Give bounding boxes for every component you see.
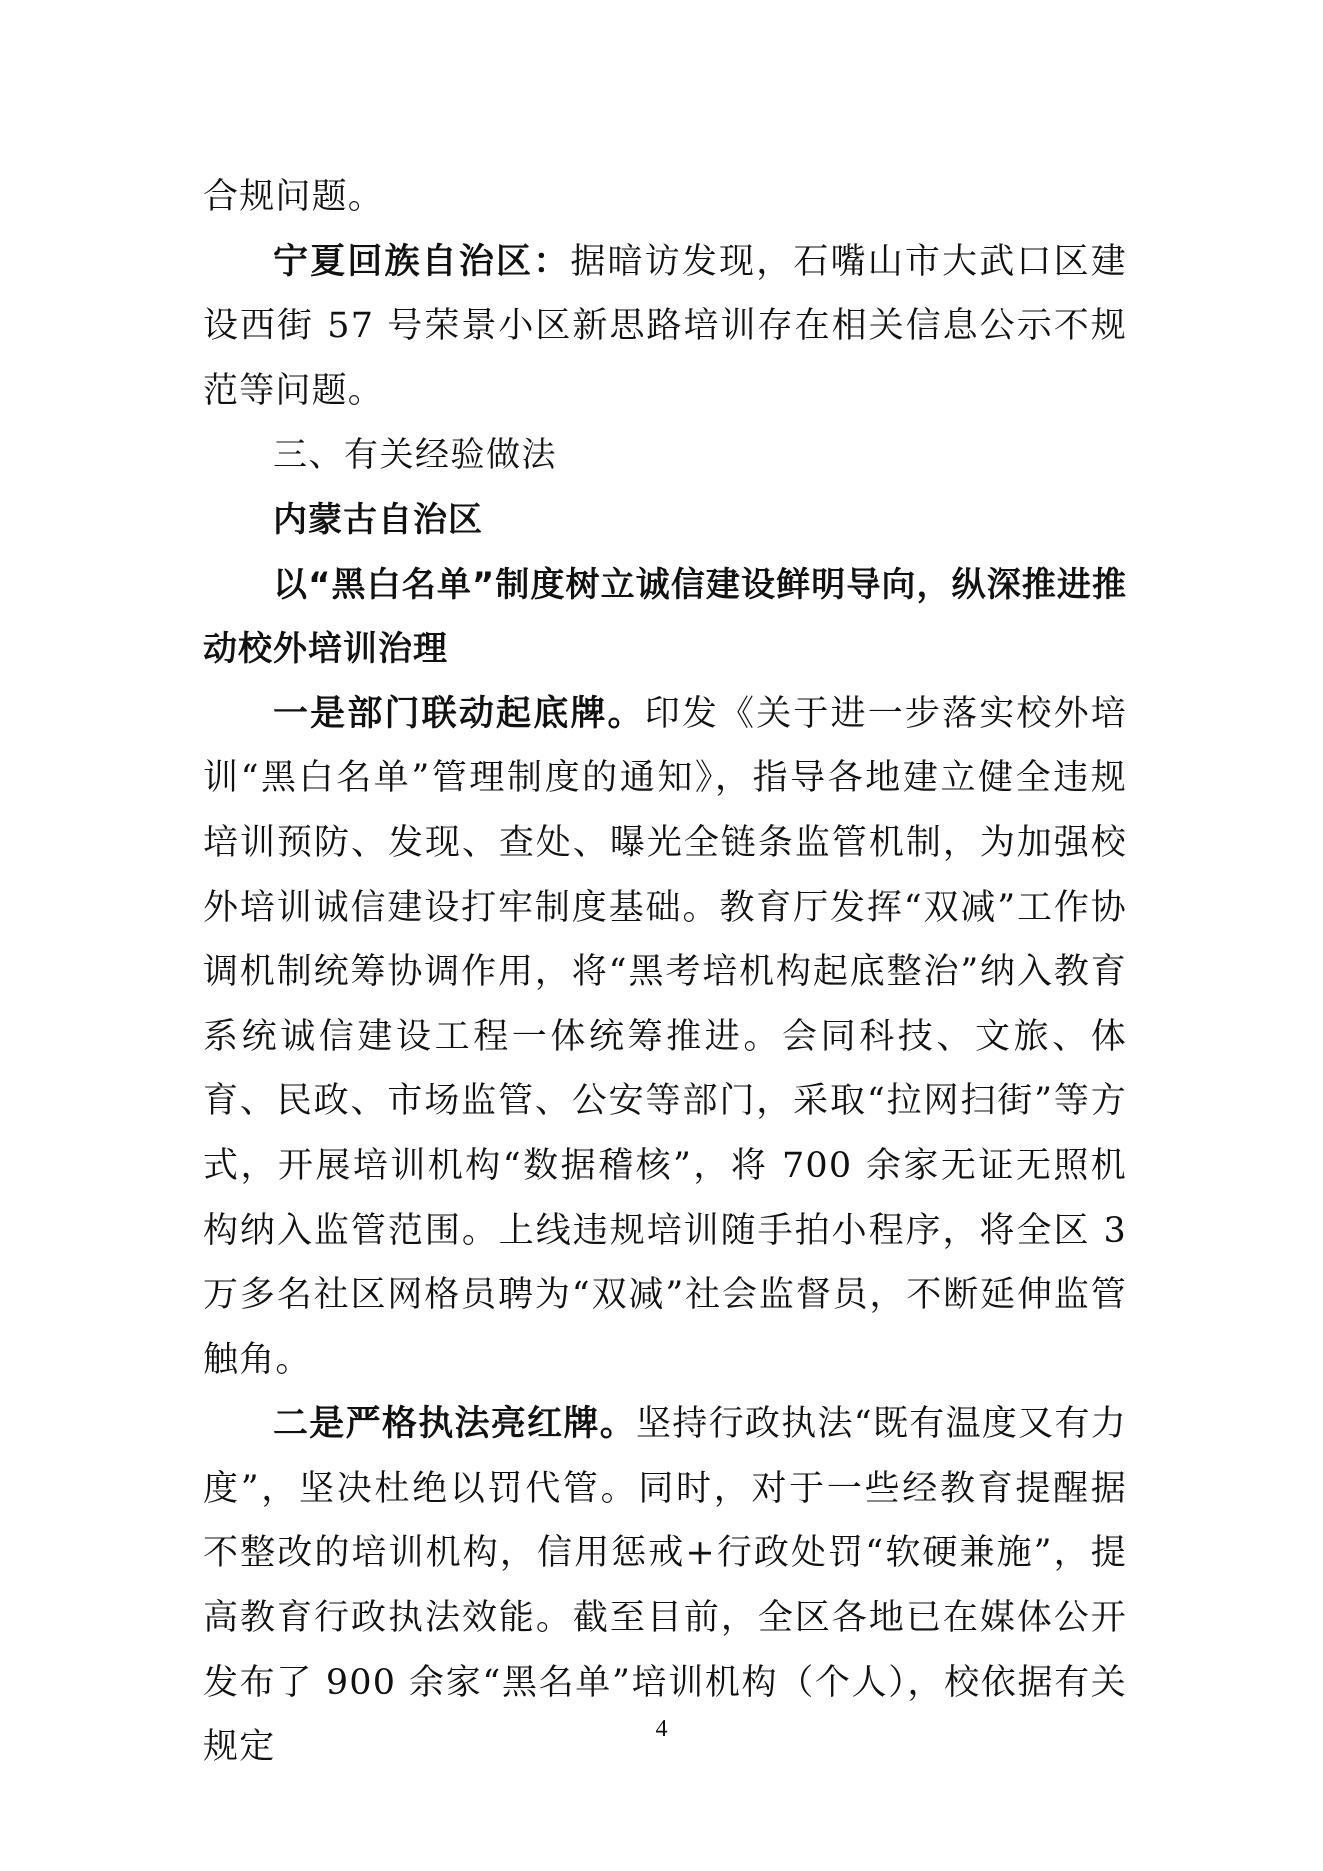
ningxia-lead: 宁夏回族自治区： [273, 240, 571, 282]
section-heading [203, 423, 1127, 488]
region-heading-text: 内蒙古自治区 [273, 499, 483, 540]
section-heading-text: 三、有关经验做法 [273, 435, 557, 476]
article-title-text: 以“黑白名单”制度树立诚信建设鲜明导向，纵深推进推动校外培训治理 [203, 564, 1127, 670]
paragraph-text: 合规问题。 [203, 177, 385, 217]
region-heading [203, 488, 1127, 553]
page-number: 4 [655, 1716, 668, 1742]
ningxia-paragraph [203, 230, 1127, 424]
continuation-paragraph [203, 165, 1127, 230]
body-text [203, 165, 1127, 1780]
measure-one-paragraph [203, 682, 1127, 1393]
paragraph-text: 印发《关于进一步落实校外培训“黑白名单”管理制度的通知》，指导各地建立健全违规培训预防、发现、查处、曝光全链条监管机制，为加强校外培训诚信建设打牢制度基础。教育厅发挥“双减”工作协调机制统筹协调作用，将“黑考培机构起底整治”纳入教育系统诚信建设工程一体统筹推进。会同科技、文旅、体育、民政、市场监管、公安等部门，采取“拉网扫街”等方式，开展培训机构“数据稽核”，将 700 余家无证无照机构纳入监管范围。上线违规培训随手拍小程序，将全区 3 万多名社区网格员聘为“双减”社会监督员，不断延伸监管触角。 [203, 693, 1127, 1380]
paragraph-text: 坚持行政执法“既有温度又有力度”，坚决杜绝以罚代管。同时，对于一些经教育提醒据不整改的培训机构，信用惩戒+行政处罚“软硬兼施”，提高教育行政执法效能。截至目前，全区各地已在媒体公开发布了 900 余家“黑名单”培训机构（个人），校依据有关规定 [203, 1404, 1127, 1768]
article-title [203, 553, 1127, 682]
measure-one-lead: 一是部门联动起底牌。 [273, 692, 645, 734]
measure-two-lead: 二是严格执法亮红牌。 [273, 1403, 636, 1445]
paragraph-text: 据暗访发现，石嘴山市大武口区建设西街 57 号荣景小区新思路培训存在相关信息公示不规范等问题。 [203, 241, 1127, 411]
